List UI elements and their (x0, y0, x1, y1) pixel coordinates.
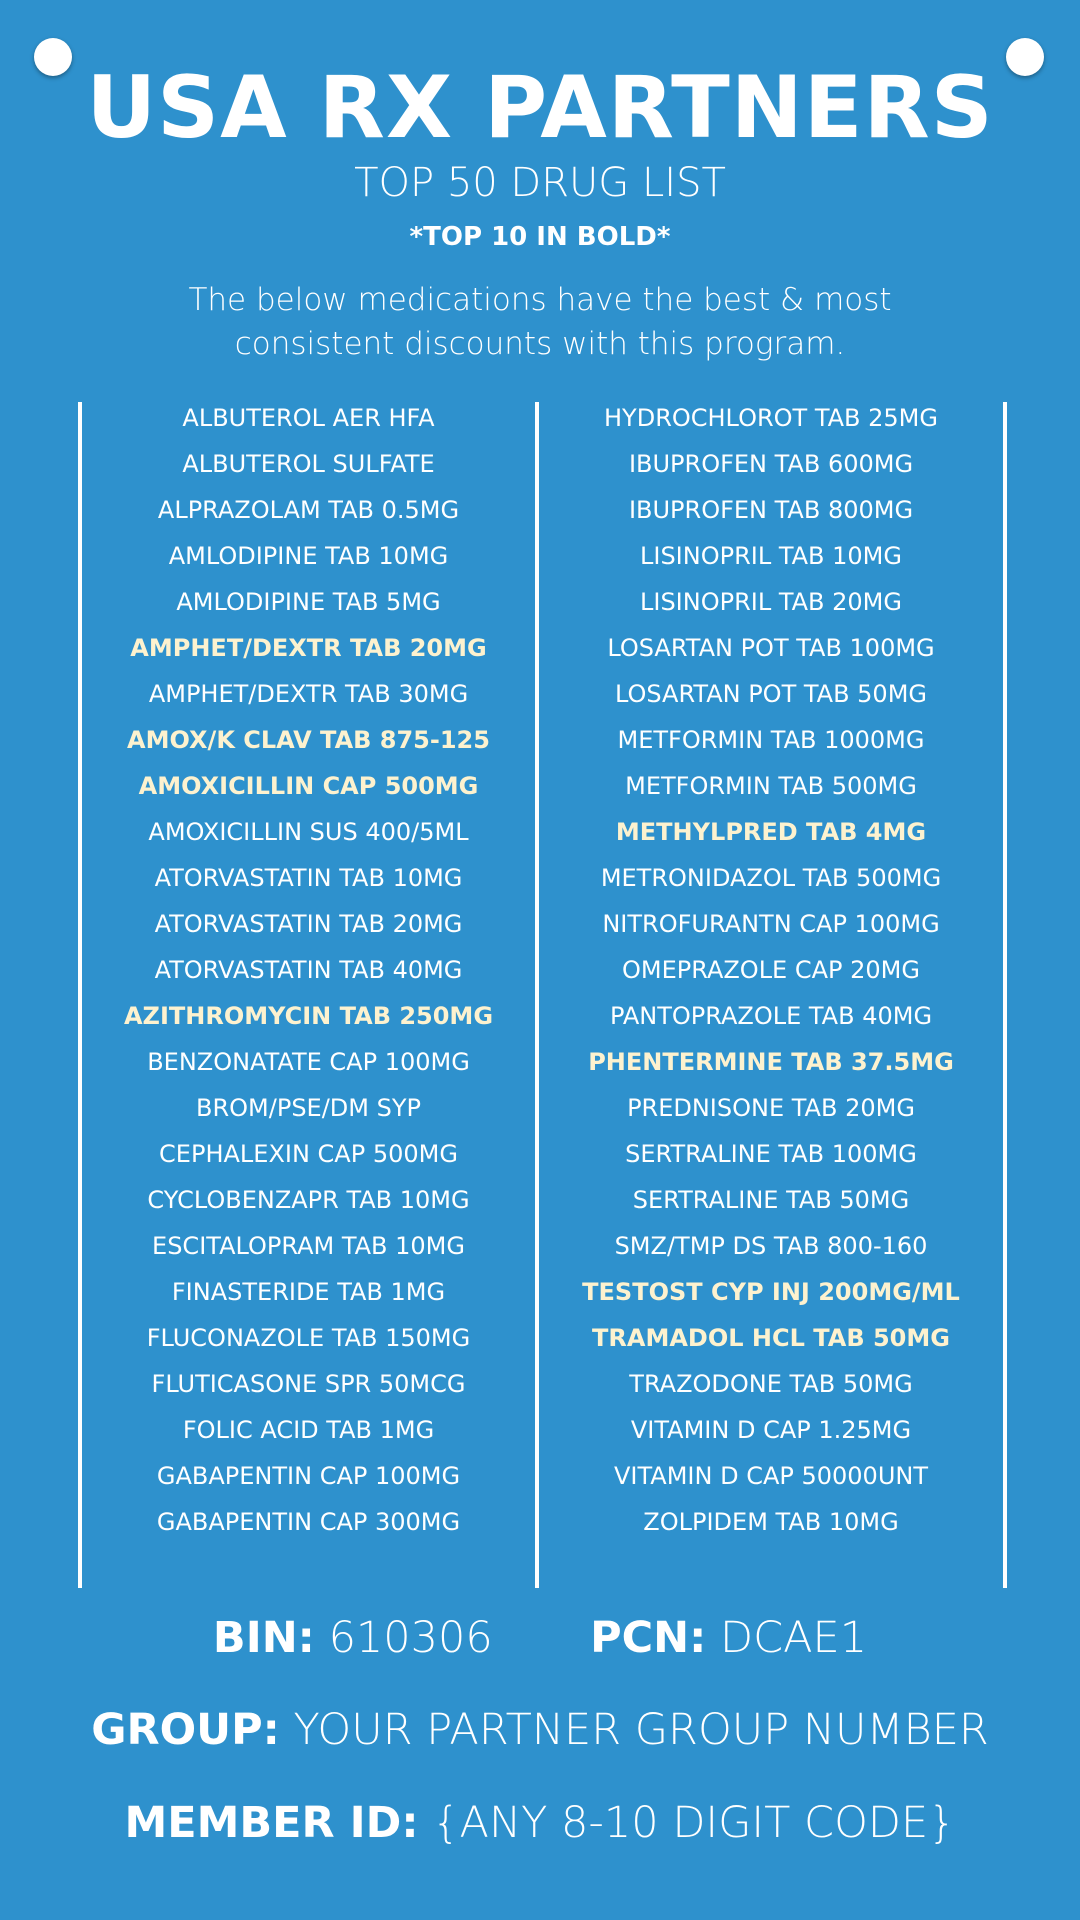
drug-item: TRAZODONE TAB 50MG (629, 1370, 913, 1398)
drug-item: LISINOPRIL TAB 20MG (640, 588, 902, 616)
drug-item: ATORVASTATIN TAB 20MG (154, 910, 463, 938)
drug-item: VITAMIN D CAP 1.25MG (630, 1416, 912, 1444)
drug-item: BENZONATATE CAP 100MG (147, 1048, 470, 1076)
drug-item: BROM/PSE/DM SYP (196, 1094, 421, 1122)
drug-item: FLUTICASONE SPR 50MCG (151, 1370, 466, 1398)
drug-item: AMOXICILLIN SUS 400/5ML (148, 818, 469, 846)
bin-value: 610306 (328, 1613, 493, 1663)
drug-item: LISINOPRIL TAB 10MG (640, 542, 902, 570)
drug-item: SERTRALINE TAB 50MG (632, 1186, 910, 1214)
pcn-label: PCN: (590, 1613, 707, 1663)
drug-item: FINASTERIDE TAB 1MG (171, 1278, 446, 1306)
group-row (0, 1700, 1080, 1760)
drug-item: METFORMIN TAB 500MG (625, 772, 917, 800)
drug-item: AZITHROMYCIN TAB 250MG (123, 1002, 494, 1030)
drug-list-right (539, 395, 1003, 1545)
bold-note: *TOP 10 IN BOLD* (409, 222, 671, 252)
drug-item: LOSARTAN POT TAB 50MG (614, 680, 928, 708)
drug-item: GABAPENTIN CAP 300MG (156, 1508, 461, 1536)
drug-item: AMLODIPINE TAB 10MG (168, 542, 449, 570)
member-id-row (0, 1793, 1080, 1853)
drug-item: AMOXICILLIN CAP 500MG (138, 772, 479, 800)
drug-item: PANTOPRAZOLE TAB 40MG (609, 1002, 933, 1030)
drug-item: ATORVASTATIN TAB 10MG (154, 864, 463, 892)
drug-item: ALBUTEROL SULFATE (182, 450, 435, 478)
intro-text: The below medications have the best & most consistent discounts with this program. (188, 282, 892, 362)
drug-item: ESCITALOPRAM TAB 10MG (152, 1232, 465, 1260)
drug-item: PHENTERMINE TAB 37.5MG (588, 1048, 954, 1076)
drug-item: VITAMIN D CAP 50000UNT (614, 1462, 928, 1490)
drug-item: AMOX/K CLAV TAB 875-125 (127, 726, 490, 754)
member-id-label: MEMBER ID: (124, 1798, 419, 1848)
drug-item: AMLODIPINE TAB 5MG (176, 588, 441, 616)
drug-item: TRAMADOL HCL TAB 50MG (592, 1324, 950, 1352)
drug-item: PREDNISONE TAB 20MG (627, 1094, 915, 1122)
drug-item: IBUPROFEN TAB 600MG (628, 450, 914, 478)
drug-list-left (82, 395, 535, 1545)
bin-label: BIN: (212, 1613, 315, 1663)
page-title: USA RX PARTNERS (86, 58, 994, 158)
group-label: GROUP: (91, 1705, 280, 1755)
drug-item: LOSARTAN POT TAB 100MG (607, 634, 935, 662)
drug-item: GABAPENTIN CAP 100MG (156, 1462, 461, 1490)
drug-item: ZOLPIDEM TAB 10MG (643, 1508, 899, 1536)
drug-item: FLUCONAZOLE TAB 150MG (146, 1324, 471, 1352)
drug-item: CEPHALEXIN CAP 500MG (159, 1140, 458, 1168)
drug-item: ATORVASTATIN TAB 40MG (154, 956, 463, 984)
drug-item: ALBUTEROL AER HFA (182, 404, 435, 432)
drug-item: NITROFURANTN CAP 100MG (602, 910, 940, 938)
drug-item: METRONIDAZOL TAB 500MG (600, 864, 942, 892)
drug-item: CYCLOBENZAPR TAB 10MG (147, 1186, 470, 1214)
divider-right (1003, 402, 1007, 1588)
drug-item: FOLIC ACID TAB 1MG (182, 1416, 435, 1444)
drug-item: AMPHET/DEXTR TAB 30MG (148, 680, 469, 708)
drug-item: SMZ/TMP DS TAB 800-160 (614, 1232, 928, 1260)
drug-item: ALPRAZOLAM TAB 0.5MG (157, 496, 460, 524)
drug-item: IBUPROFEN TAB 800MG (628, 496, 914, 524)
bin-pcn-row (0, 1608, 1080, 1668)
pcn-value: DCAE1 (720, 1613, 868, 1663)
member-id-value: {ANY 8-10 DIGIT CODE} (432, 1798, 956, 1848)
drug-item: HYDROCHLOROT TAB 25MG (604, 404, 938, 432)
page-subtitle: TOP 50 DRUG LIST (354, 160, 726, 206)
drug-item: TESTOST CYP INJ 200MG/ML (582, 1278, 960, 1306)
drug-item: OMEPRAZOLE CAP 20MG (622, 956, 920, 984)
drug-item: METFORMIN TAB 1000MG (617, 726, 925, 754)
drug-item: METHYLPRED TAB 4MG (615, 818, 927, 846)
drug-item: AMPHET/DEXTR TAB 20MG (130, 634, 487, 662)
drug-item: SERTRALINE TAB 100MG (625, 1140, 917, 1168)
group-value: YOUR PARTNER GROUP NUMBER (293, 1705, 989, 1755)
